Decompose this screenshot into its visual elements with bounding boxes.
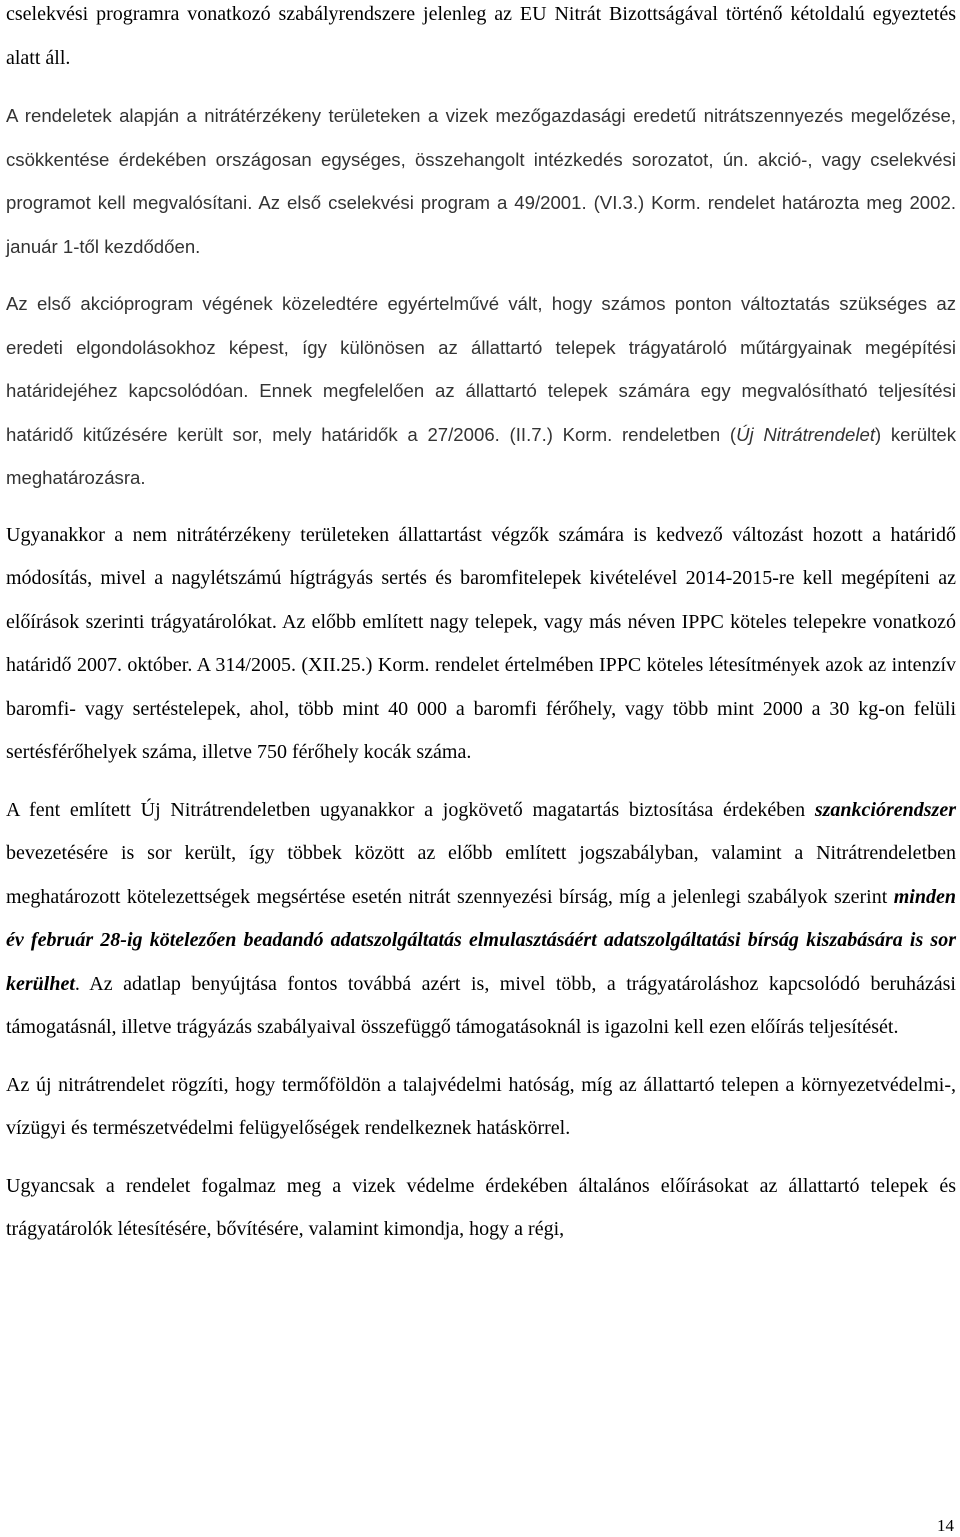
italic-term-uj-nitratrendelet: Új Nitrátrendelet — [736, 423, 875, 445]
paragraph-text: bevezetésére is sor került, így többek között az előbb említett jogszabályban, valamint a Nitrátrendeletben meghatározott kötelezettségek megsértése esetén nitrát szennyezési bírság, míg a jelenlegi szabályok szerint — [6, 842, 956, 908]
paragraph-text: . Az adatlap benyújtása fontos továbbá azért is, mivel több, a trágyatároláshoz kapcsolódó beruházási támogatásnál, illetve trágyázás szabályaival összefüggő támogatásoknál is igazolni kell ezen előírás teljesítését. — [6, 972, 956, 1038]
paragraph-rendeletek — [6, 94, 956, 268]
paragraph-szankciorendszer — [6, 789, 956, 1050]
emphasis-adatszolgaltatas: minden év február 28-ig kötelezően beadandó adatszolgáltatás elmulasztásáért adatszolgáltatási bírság kiszabására is sor kerülhet — [6, 885, 956, 995]
document-page — [6, 0, 956, 1252]
paragraph-ugyanakkor — [6, 514, 956, 775]
paragraph-text: Az első akcióprogram végének közeledtére egyértelművé vált, hogy számos ponton változtatás szükséges az eredeti elgondolásokhoz képest, így különösen az állattartó telepek trágyatároló műtárgyainak megépítési határidejéhez kapcsolódóan. Ennek megfelelően az állattartó telepek számára egy megvalósítható teljesítési határidő kitűzésére került sor, mely határidők a 27/2006. (II.7.) Korm. rendeletben ( — [6, 293, 956, 445]
paragraph-text: ) kerültek meghatározásra. — [6, 423, 956, 488]
paragraph-text: Ugyanakkor a nem nitrátérzékeny területeken állattartást végzők számára is kedvező változást hozott a határidő módosítás, mivel a nagylétszámú hígtrágyás sertés és baromfitelepek kivételével 2014-2015-re kell megépíteni az előírások szerinti trágyatárolókat. Az előbb említett nagy telepek, vagy más néven IPPC köteles telepekre vonatkozó határidő 2007. október. A 314/2005. (XII.25.) Korm. rendelet értelmében IPPC köteles létesítmények azok az intenzív baromfi- vagy sertéstelepek, ahol, több mint 40 000 a baromfi férőhely, vagy több mint 2000 a 30 kg-on felüli sertésférőhelyek száma, illetve 750 férőhely kocák száma. — [6, 523, 956, 763]
page-number: 14 — [937, 1516, 954, 1535]
paragraph-text: cselekvési programra vonatkozó szabályrendszere jelenleg az EU Nitrát Bizottságával történő kétoldalú egyeztetés alatt áll. — [6, 3, 956, 69]
paragraph-text: Az új nitrátrendelet rögzíti, hogy termőföldön a talajvédelmi hatóság, míg az állattartó telepen a környezetvédelmi-, vízügyi és természetvédelmi felügyelőségek rendelkeznek hatáskörrel. — [6, 1073, 956, 1139]
paragraph-text: Ugyancsak a rendelet fogalmaz meg a vizek védelme érdekében általános előírásokat az állattartó telepek és trágyatárolók létesítésére, bővítésére, valamint kimondja, hogy a régi, — [6, 1174, 956, 1240]
paragraph-text: A fent említett Új Nitrátrendeletben ugyanakkor a jogkövető magatartás biztosítása érdekében — [6, 798, 815, 821]
paragraph-ugyancsak — [6, 1165, 956, 1252]
paragraph-akcioprogram — [6, 282, 956, 500]
paragraph-intro-fragment — [6, 0, 956, 80]
paragraph-text: A rendeletek alapján a nitrátérzékeny területeken a vizek mezőgazdasági eredetű nitrátszennyezés megelőzése, csökkentése érdekében országosan egységes, összehangolt intézkedés sorozatot, ún. akció-, vagy cselekvési programot kell megvalósítani. Az első cselekvési program a 49/2001. (VI.3.) Korm. rendelet határozta meg 2002. január 1-től kezdődően. — [6, 105, 956, 257]
paragraph-hatosagok — [6, 1064, 956, 1151]
emphasis-szankciorendszer: szankciórendszer — [814, 798, 956, 821]
